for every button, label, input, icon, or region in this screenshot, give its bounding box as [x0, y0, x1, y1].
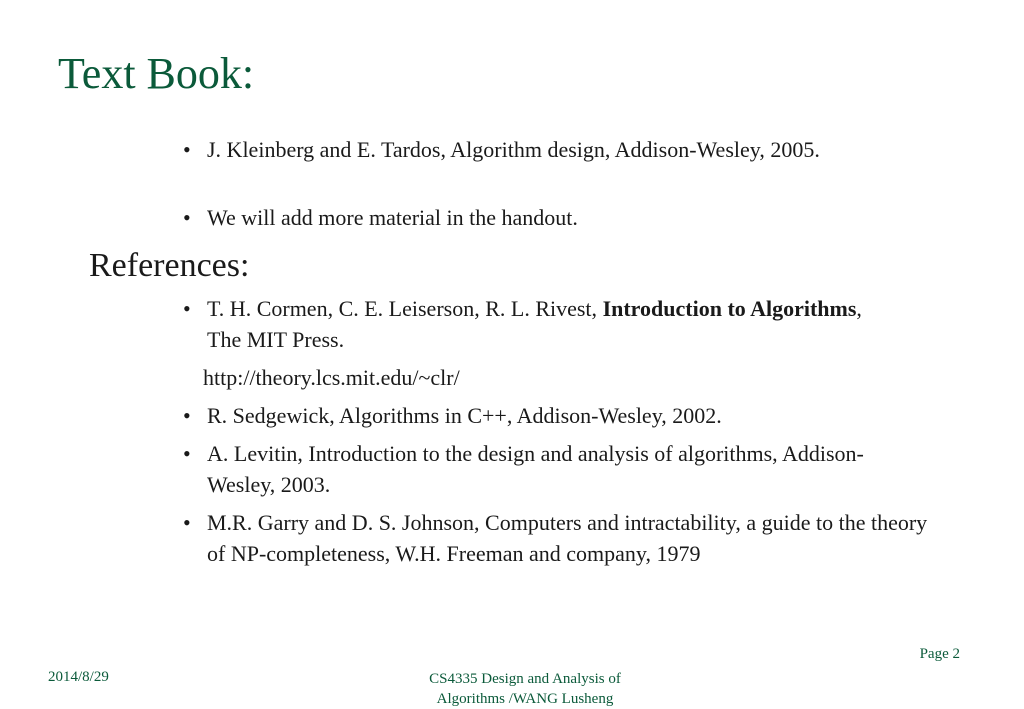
- reference-item: [183, 400, 943, 431]
- footer-course-line: Algorithms /WANG Lusheng: [436, 691, 614, 707]
- reference-item-text: [207, 293, 873, 355]
- reference-item-text: M.R. Garry and D. S. Johnson, Computers and intractability, a guide to the theory of NP-completeness, W.H. Freeman and company, 1979: [207, 510, 928, 566]
- footer-date: 2014/8/29: [48, 669, 109, 685]
- reference-authors: T. H. Cormen, C. E. Leiserson, R. L. Rivest,: [207, 296, 603, 321]
- reference-item-text: A. Levitin, Introduction to the design and analysis of algorithms, Addison-Wesley, 2003.: [207, 441, 864, 497]
- textbook-item-text: J. Kleinberg and E. Tardos, Algorithm design, Addison-Wesley, 2005.: [207, 137, 820, 162]
- bullet-icon: •: [183, 510, 191, 535]
- bullet-icon: •: [183, 205, 191, 230]
- bullet-icon: •: [183, 403, 191, 428]
- bullet-icon: •: [183, 441, 191, 466]
- bullet-icon: •: [183, 296, 191, 321]
- reference-item: [183, 293, 873, 355]
- bullet-icon: •: [183, 137, 191, 162]
- reference-publisher: , The MIT Press.: [207, 296, 862, 352]
- textbook-item-text: We will add more material in the handout.: [207, 205, 578, 230]
- textbook-item: [183, 202, 943, 233]
- footer-course-line: CS4335 Design and Analysis of: [429, 671, 621, 687]
- reference-url: http://theory.lcs.mit.edu/~clr/: [203, 365, 460, 390]
- reference-item: [183, 507, 933, 569]
- reference-item: [183, 438, 893, 500]
- page-number: Page 2: [919, 646, 960, 662]
- references-heading: References:: [89, 247, 250, 284]
- footer-course: [380, 669, 670, 709]
- slide-title: Text Book:: [58, 49, 255, 98]
- textbook-item: [183, 134, 883, 165]
- reference-item-text: R. Sedgewick, Algorithms in C++, Addison-Wesley, 2002.: [207, 403, 722, 428]
- reference-book-title: Introduction to Algorithms: [602, 296, 857, 321]
